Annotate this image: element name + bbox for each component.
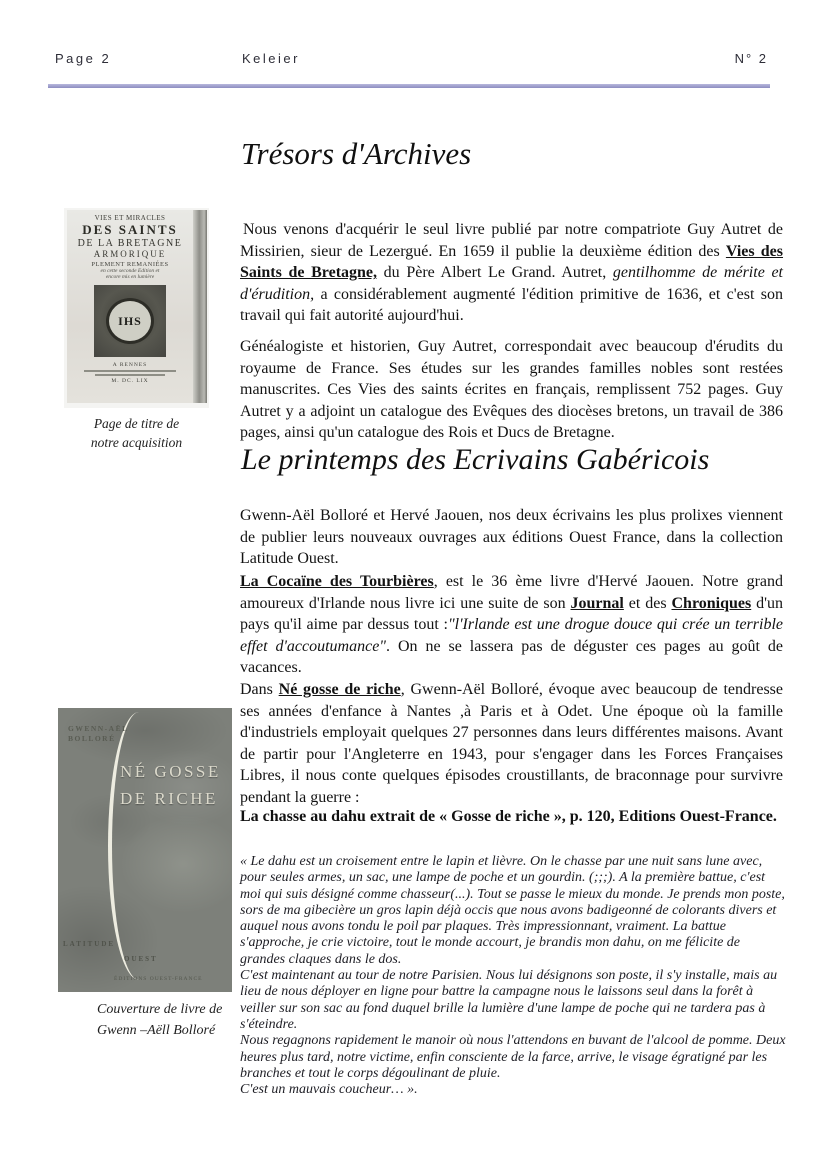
extract-heading: La chasse au dahu extrait de « Gosse de riche », p. 120, Editions Ouest-France. <box>240 808 777 825</box>
book-title-page <box>67 210 193 403</box>
cover-author-line2: BOLLORÉ <box>68 734 116 743</box>
cover-title <box>120 758 221 812</box>
book-line: ARMORIQUE <box>93 249 167 259</box>
figure2-caption-line2: Gwenn –Aëll Bolloré <box>97 1023 216 1038</box>
quote-paragraph3: Nous regagnons rapidement le manoir où nous l'attendons en buvant de l'alcool de pomme. Deux heures plus tard, notre victime, enfin consciente de la farce, arrive, le visage égratigné par les branches et tout le corps dégoulinant de pluie. <box>240 1033 786 1081</box>
quote-paragraph2: C'est maintenant au tour de notre Parisien. Nous lui désignons son poste, il s'y installe, mais au lieu de nous déployer en ligne pour battre la campagne nous le laissons seul dans la forêt à veiller sur son sac au fond duquel brille la lumière d'une lampe de poche qui ne tardera pas à s'éteindre. <box>240 968 778 1032</box>
cover-title-line1: NÉ GOSSE <box>120 762 221 781</box>
cover-author-line1: GWENN-AËL <box>68 724 129 733</box>
book-line: en cette seconde Edition et <box>100 268 160 274</box>
figure1-caption-line1: Page de titre de <box>93 416 180 431</box>
article2-title: Le printemps des Ecrivains Gabéricois <box>241 443 710 476</box>
article2-paragraph1: Gwenn-Aël Bolloré et Hervé Jaouen, nos deux écrivains les plus prolixes viennent de publier leurs nouveaux ouvrages aux éditions Ouest France, dans la collection Latitude Ouest. <box>240 507 783 568</box>
book-cover-photo <box>58 708 232 992</box>
cover-author-name <box>68 724 129 744</box>
figure1-caption-line2: notre acquisition <box>90 435 183 450</box>
page-number-label: Page 2 <box>55 51 112 66</box>
article2-paragraph2: La Cocaïne des Tourbières, est le 36 ème livre d'Hervé Jaouen. Notre grand amoureux d'Irlande nous livre ici une suite de son Journal et des Chroniques d'un pays qu'il aime par dessus tout :"l'Irlande est une drogue douce qui crée un terrible effet d'accoutumance". On ne se lassera pas de déguster ces pages au goût de vacances. <box>240 573 784 677</box>
article2-paragraph3: Dans Né gosse de riche, Gwenn-Aël Bolloré, évoque avec beaucoup de tendresse ses années d'enfance à Nantes ,à Paris et à Odet. Une époque où la famille d'industriels employait quelques 27 personnes dans leurs différentes maisons. Avant de partir pour l'Angleterre en 1943, pour s'engager dans les Forces Françaises Libres, il nous conte quelques épisodes croustillants, de braconnage pour survivre pendant la guerre : <box>240 681 784 806</box>
figure1-caption <box>64 414 209 452</box>
extract-quote-block <box>240 854 788 1098</box>
issue-number-label: N° 2 <box>734 51 768 66</box>
article1-paragraph1: Nous venons d'acquérir le seul livre publié par notre compatriote Guy Autret de Missirien, sieur de Lezergué. En 1659 il publie la deuxième édition des Vies des Saints de Bretagne, du Père Albert Le Grand. Autret, gentilhomme de mérite et d'érudition, a considérablement augmenté l'édition primitive de 1636, et c'est son travail qui fait autorité aujourd'hui. <box>240 221 784 325</box>
article1-title: Trésors d'Archives <box>241 136 472 171</box>
book-line: DE LA BRETAGNE <box>77 238 183 249</box>
emblem-monogram: IHS <box>118 313 142 328</box>
cover-collection-label2: OUEST <box>124 955 158 963</box>
book-line: encore mis en lumière <box>105 274 155 280</box>
journal-title: Keleier <box>242 51 300 66</box>
old-book-photo <box>64 208 209 408</box>
ihs-woodcut-emblem <box>94 285 166 357</box>
cover-publisher-label: ÉDITIONS OUEST-FRANCE <box>114 976 203 982</box>
quote-paragraph4: C'est un mauvais coucheur… ». <box>240 1082 418 1098</box>
book-line: VIES ET MIRACLES <box>94 214 166 222</box>
emblem-circle <box>106 298 154 344</box>
book-imprint <box>67 362 193 384</box>
crescent-brushstroke <box>108 712 170 980</box>
cover-title-line2: DE RICHE <box>120 789 218 808</box>
cover-collection-label: LATITUDE <box>63 940 116 948</box>
figure2-caption <box>97 999 222 1041</box>
figure2-caption-line1: Couverture de livre de <box>97 1002 223 1017</box>
quote-paragraph1: « Le dahu est un croisement entre le lapin et lièvre. On le chasse par une nuit sans lune avec, pour seules armes, un sac, une lampe de poche et un gourdin. (;;;). A la première battue, c'est moi qui suis désigné comme chasseur(...). Tout se passe le mieux du monde. Je prends mon poste, sors de ma gibecière un gros lapin déjà occis que nous avons badigeonné de colorants divers et auquel nous avons tondu le poil par plaques. Très impressionnant, vraiment. La battue s'approche, je crie victoire, tout le monde accourt, je brandis mon dahu, on me félicite de grandes claques dans le dos. <box>240 854 785 967</box>
imprint-date: M. DC. LIX <box>111 378 149 384</box>
header-divider-rule <box>48 84 770 88</box>
book-page-edges <box>193 210 207 403</box>
imprint-city: A RENNES <box>112 362 148 368</box>
book-line: DES SAINTS <box>82 222 178 237</box>
imprint-text-bar <box>84 370 176 372</box>
imprint-text-bar <box>95 374 165 376</box>
book-line: PLEMENT REMANIÉES <box>91 261 169 268</box>
article1-paragraph2: Généalogiste et historien, Guy Autret, correspondait avec beaucoup d'érudits du royaume de France. Ses études sur les grandes familles nobles sont restées manuscrites. Ces Vies des saints écrites en français, remplissent 752 pages. Guy Autret y a adjoint un catalogue des Evêques des diocèses bretons, un travail de 386 pages, ainsi qu'un catalogue des Rois et Ducs de Bretagne. <box>240 338 783 442</box>
